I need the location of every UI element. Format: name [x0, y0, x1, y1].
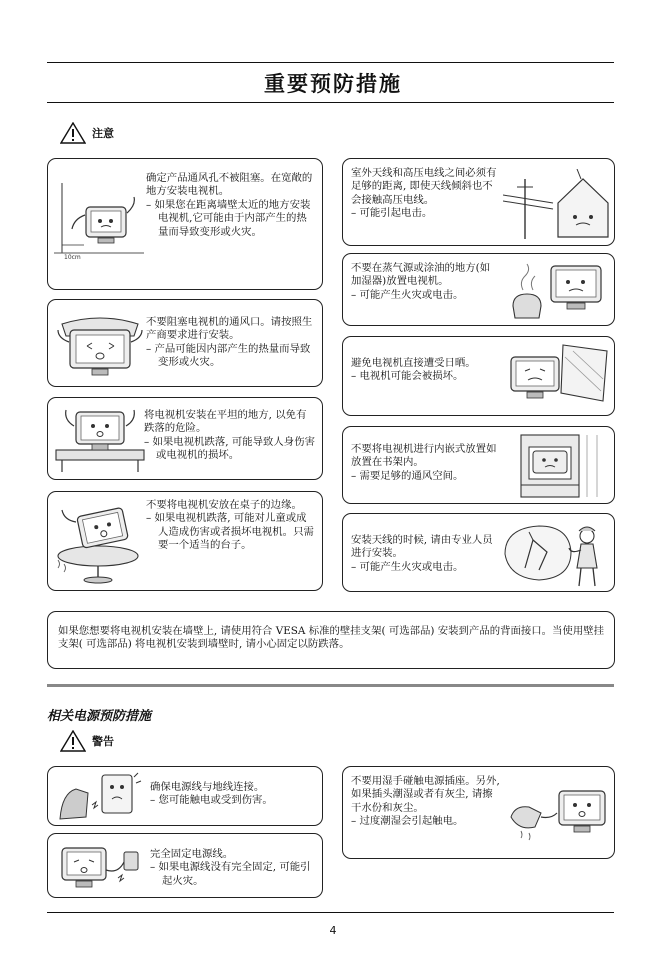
- distance-mark: 10cm: [64, 254, 81, 261]
- warning-label: 警告: [92, 735, 114, 748]
- warning-header: [60, 730, 114, 752]
- caution-label: 注意: [92, 127, 114, 140]
- built-in-sub: – 需要足够的通风空间。: [351, 469, 464, 482]
- card-ground: [47, 766, 323, 826]
- card-fix-cord: [47, 833, 323, 898]
- card-table-edge: [47, 491, 323, 591]
- covered-tv-illustration: [54, 308, 146, 380]
- loose-cord-tv-illustration: [58, 840, 144, 894]
- card-blocking-text: [146, 316, 316, 370]
- title-underline: [47, 102, 614, 103]
- section-power-title: 相关电源预防措施: [47, 709, 152, 724]
- sunlight-main: 避免电视机直接遭受日晒。: [351, 357, 476, 369]
- warning-triangle-icon: [60, 122, 86, 144]
- wet-hands-main: 不要用湿手碰触电源插座。另外, 如果插头潮湿或者有灰尘, 请擦干水份和灰尘。: [351, 775, 500, 814]
- section-divider: [47, 684, 614, 687]
- card-table-edge-text: [146, 499, 316, 553]
- card-vesa: [47, 611, 615, 669]
- page-number: 4: [329, 924, 337, 937]
- card-sunlight-text: [351, 357, 499, 384]
- steam-sub: – 可能产生火灾或电击。: [351, 288, 464, 301]
- technician-illustration: [499, 518, 611, 590]
- wet-hand-plug-illustration: [505, 777, 611, 849]
- antenna-power-line-illustration: [503, 169, 611, 241]
- card-wet-hands: [342, 766, 615, 859]
- fix-cord-main: 完全固定电源线。: [150, 848, 234, 860]
- ventilation-main: 确定产品通风孔不被阻塞。在宽敞的地方安装电视机。: [146, 172, 313, 198]
- flat-place-sub: – 如果电视机跌落, 可能导致人身伤害或电视机的损坏。: [144, 435, 315, 462]
- outdoor-antenna-sub: – 可能引起电击。: [351, 207, 433, 220]
- page-title: 重要预防措施: [264, 72, 402, 96]
- card-vesa-text: [58, 625, 606, 652]
- top-rule: [47, 62, 614, 63]
- card-ventilation: [47, 158, 323, 290]
- card-antenna-install-text: [351, 534, 501, 574]
- sunlight-sub: – 电视机可能会被损坏。: [351, 370, 464, 383]
- card-sunlight: [342, 336, 615, 416]
- card-wet-hands-text: [351, 775, 501, 829]
- tv-on-table-edge-illustration: [52, 500, 146, 586]
- card-flat-place: [47, 397, 323, 480]
- antenna-install-main: 安装天线的时候, 请由专业人员进行安装。: [351, 534, 493, 560]
- card-steam-text: [351, 262, 499, 302]
- card-flat-place-text: [144, 409, 316, 463]
- card-ground-text: [150, 781, 316, 808]
- plug-socket-illustration: [58, 771, 142, 823]
- ventilation-sub: – 如果您在距离墙壁太近的地方安装电视机,它可能由于内部产生的热量而导致变形或火灾。: [146, 198, 311, 238]
- card-built-in: [342, 426, 615, 504]
- card-ventilation-text: [146, 172, 314, 239]
- steam-main: 不要在蒸气源或涂油的地方(如加湿器)放置电视机。: [351, 262, 491, 288]
- card-outdoor-antenna: [342, 158, 615, 246]
- card-antenna-install: [342, 513, 615, 592]
- table-edge-sub: – 如果电视机跌落, 可能对儿童或成人造成伤害或者损坏电视机。只需要一个适当的台子。: [146, 512, 314, 552]
- ground-sub: – 您可能触电或受到伤害。: [150, 794, 273, 807]
- outdoor-antenna-main: 室外天线和高压电线之间必须有足够的距离, 即使天线倾斜也不会接触高压电线。: [351, 167, 497, 206]
- blocking-main: 不要阻塞电视机的通风口。请按照生产商要求进行安装。: [146, 316, 313, 342]
- wet-hands-sub: – 过度潮湿会引起触电。: [351, 815, 464, 828]
- tv-in-bookshelf-illustration: [513, 433, 609, 499]
- built-in-main: 不要将电视机进行内嵌式放置如放置在书架内。: [351, 443, 497, 469]
- card-fix-cord-text: [150, 848, 316, 888]
- warning-triangle-icon: [60, 730, 86, 752]
- bottom-rule: [47, 912, 614, 913]
- tv-near-wall-illustration: [54, 183, 146, 263]
- tv-on-stand-illustration: [54, 406, 146, 474]
- blocking-sub: – 产品可能因内部产生的热量而导致变形或火灾。: [146, 342, 311, 369]
- vesa-main: 如果您想要将电视机安装在墙壁上, 请使用符合 VESA 标准的壁挂支架( 可选部品) 安装到产品的背面接口。当使用壁挂支架( 可选部品) 将电视机安装到墙壁时, 请小心固定以防跌落。: [58, 625, 604, 651]
- antenna-install-sub: – 可能产生火灾或电击。: [351, 560, 464, 573]
- card-blocking: [47, 299, 323, 387]
- card-outdoor-antenna-text: [351, 167, 501, 221]
- card-built-in-text: [351, 443, 501, 483]
- ground-main: 确保电源线与地线连接。: [150, 781, 265, 793]
- fix-cord-sub: – 如果电源线没有完全固定, 可能引起火灾。: [150, 861, 311, 887]
- card-steam: [342, 253, 615, 326]
- flat-place-main: 将电视机安装在平坦的地方, 以免有跌落的危险。: [144, 409, 307, 435]
- window-sun-tv-illustration: [503, 343, 611, 411]
- table-edge-main: 不要将电视机安放在桌子的边缘。: [146, 499, 302, 511]
- humidifier-tv-illustration: [509, 260, 611, 322]
- caution-header: [60, 122, 114, 144]
